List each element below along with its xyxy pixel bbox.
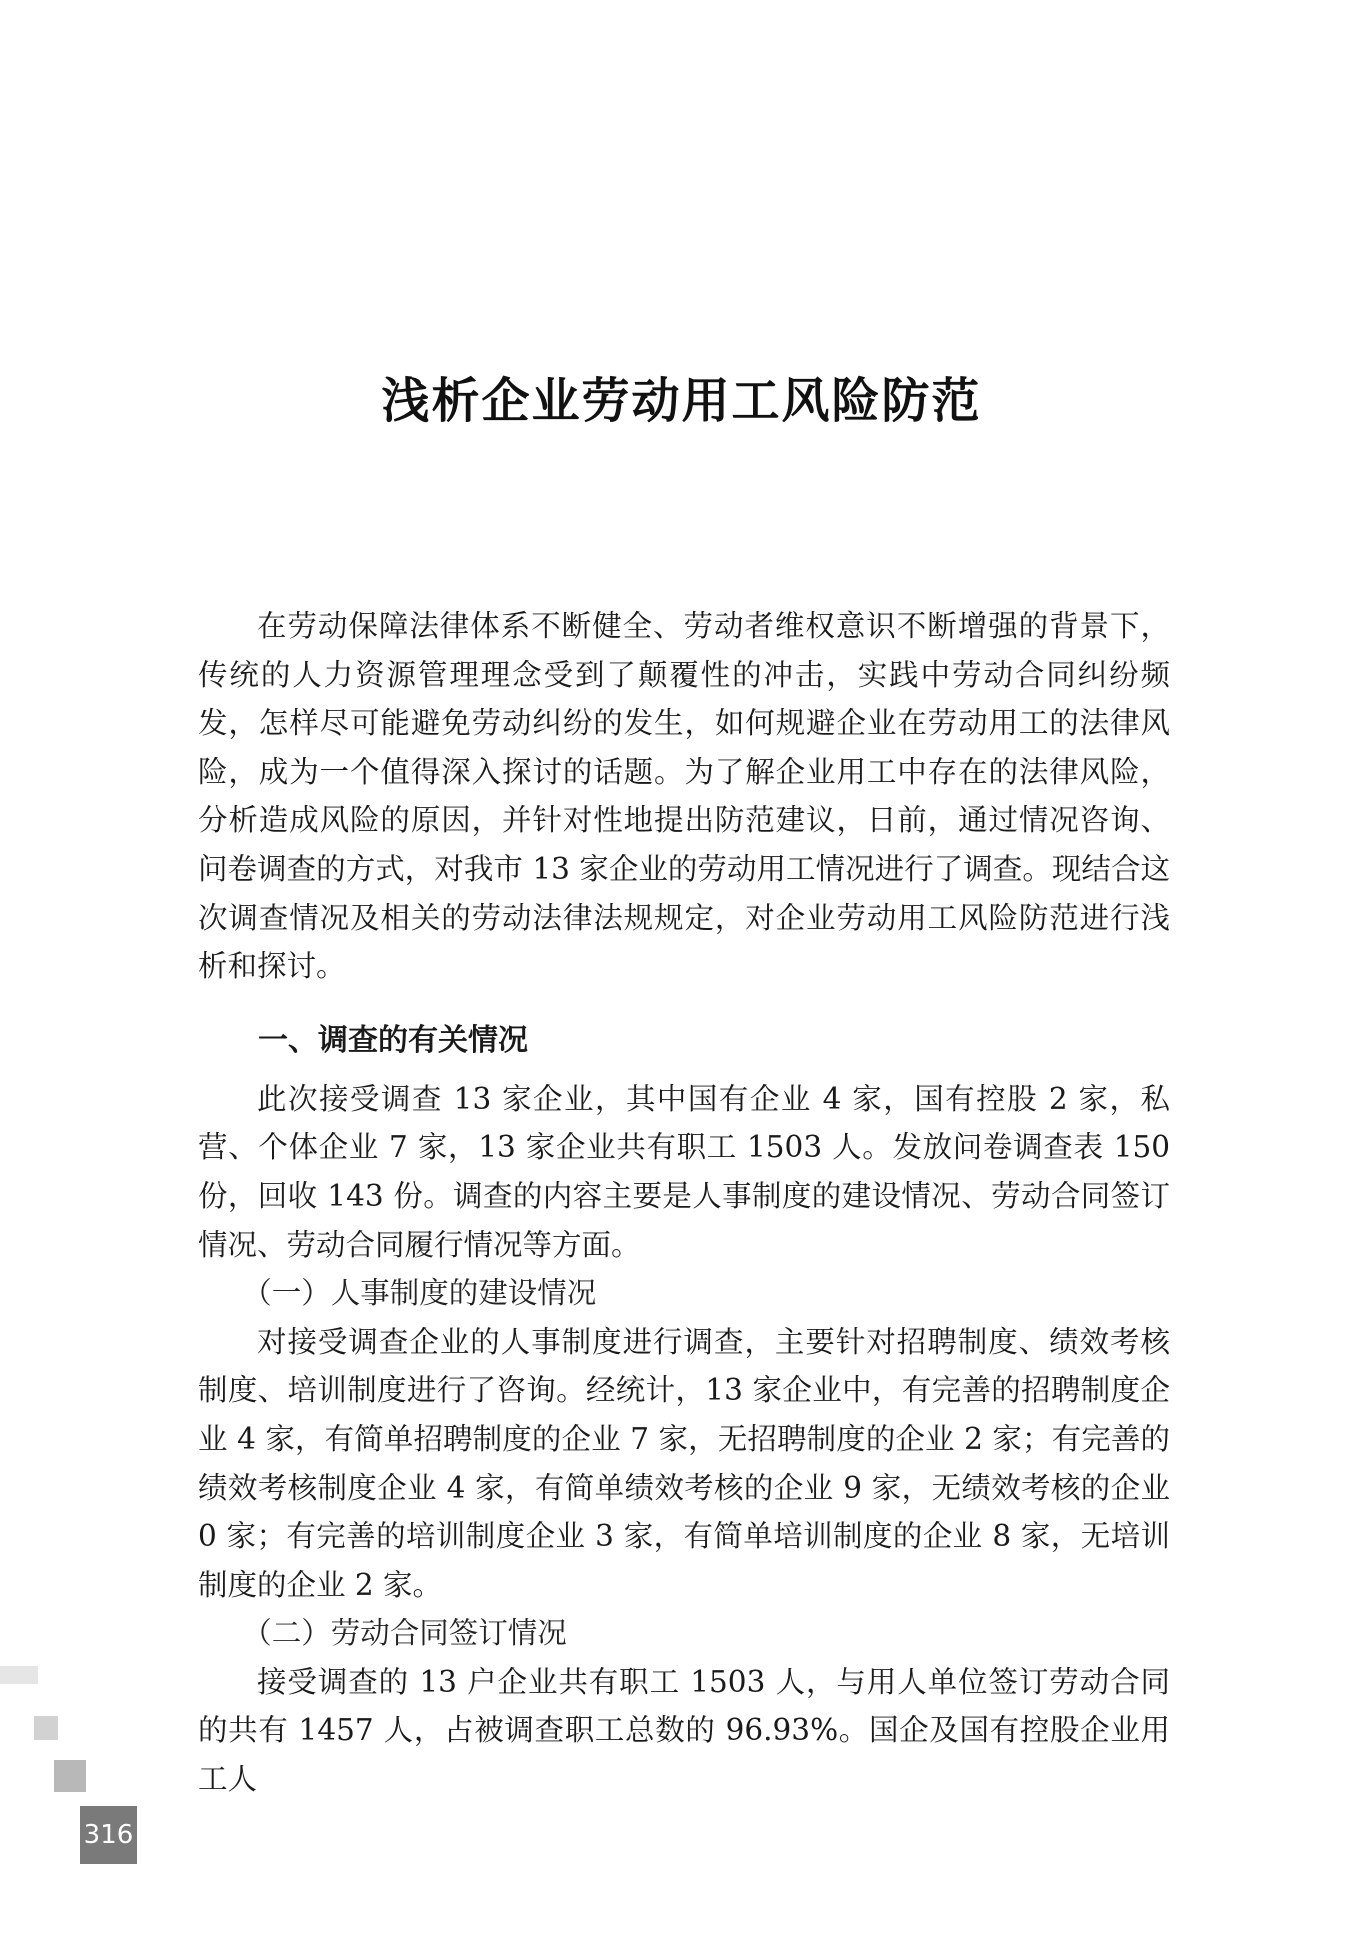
subsection-heading-2: （二）劳动合同签订情况 — [242, 1616, 567, 1651]
section1-paragraph: 此次接受调查 13 家企业，其中国有企业 4 家，国有控股 2 家，私营、个体企业 7 家，13 家企业共有职工 1503 人。发放问卷调查表 150 份，回收 143 份。调查的内容主要是人事制度的建设情况、劳动合同签订情况、劳动合同履行情况等方面。 — [198, 1081, 1170, 1262]
intro-paragraph: 在劳动保障法律体系不断健全、劳动者维权意识不断增强的背景下，传统的人力资源管理理念受到了颠覆性的冲击，实践中劳动合同纠纷频发，怎样尽可能避免劳动纠纷的发生，如何规避企业在劳动用工的法律风险，成为一个值得深入探讨的话题。为了解企业用工中存在的法律风险，分析造成风险的原因，并针对性地提出防范建议，日前，通过情况咨询、问卷调查的方式，对我市 13 家企业的劳动用工情况进行了调查。现结合这次调查情况及相关的劳动法律法规规定，对企业劳动用工风险防范进行浅析和探讨。 — [198, 609, 1170, 984]
section-heading-1: 一、调查的有关情况 — [258, 1022, 528, 1058]
page-number: 316 — [80, 1806, 137, 1864]
article-body — [198, 602, 1170, 1804]
subsection-heading-1: （一）人事制度的建设情况 — [242, 1276, 597, 1311]
decorative-square — [0, 1666, 38, 1684]
subsection1-paragraph: 对接受调查企业的人事制度进行调查，主要针对招聘制度、绩效考核制度、培训制度进行了咨询。经统计，13 家企业中，有完善的招聘制度企业 4 家，有简单招聘制度的企业 7 家，无招聘制度的企业 2 家；有完善的绩效考核制度企业 4 家，有简单绩效考核的企业 9 家，无绩效考核的企业 0 家；有完善的培训制度企业 3 家，有简单培训制度的企业 8 家，无培训制度的企业 2 家。 — [198, 1324, 1170, 1602]
decorative-square — [54, 1760, 86, 1792]
article-title: 浅析企业劳动用工风险防范 — [381, 373, 982, 429]
subsection2-paragraph: 接受调查的 13 户企业共有职工 1503 人，与用人单位签订劳动合同的共有 1457 人，占被调查职工总数的 96.93%。国企及国有控股企业用工人 — [198, 1664, 1170, 1797]
decorative-square — [34, 1716, 58, 1740]
